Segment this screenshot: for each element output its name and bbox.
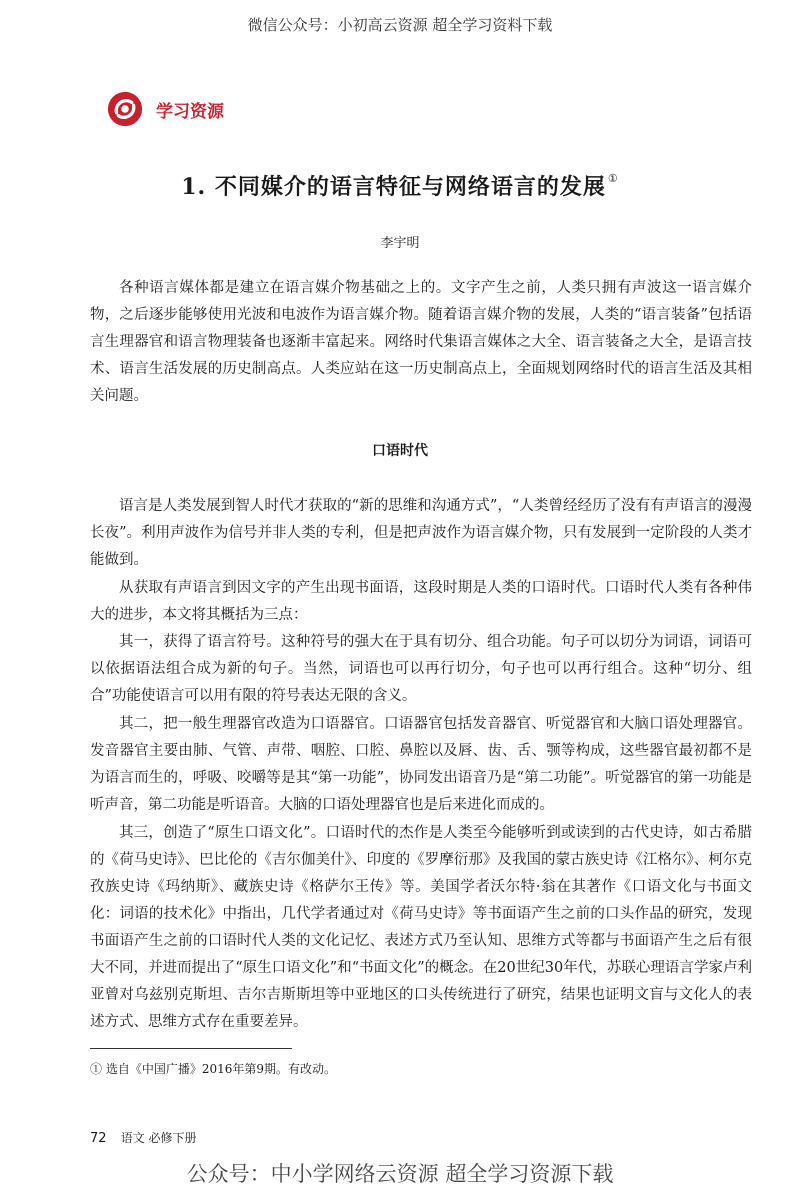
footnote: ① 选自《中国广播》2016年第9期。有改动。 bbox=[90, 1062, 336, 1076]
body-paragraph-2: 从获取有声语言到因文字的产生出现书面语，这段时期是人类的口语时代。口语时代人类有各种伟大的进步，本文将其概括为三点： bbox=[90, 580, 752, 623]
top-watermark: 微信公众号：小初高云资源 超全学习资料下载 bbox=[247, 16, 553, 34]
page-number: 72 bbox=[90, 1131, 107, 1146]
section-label: 学习资源 bbox=[156, 101, 224, 122]
author: 李宇明 bbox=[380, 236, 420, 251]
title-footnote-marker: ① bbox=[607, 172, 619, 185]
page-footer bbox=[90, 1129, 197, 1146]
bottom-watermark: 公众号：中小学网络云资源 超全学习资源下载 bbox=[186, 1162, 614, 1186]
learning-resource-logo-icon bbox=[106, 90, 144, 128]
subheading: 口语时代 bbox=[372, 443, 428, 459]
book-title: 语文 必修下册 bbox=[120, 1131, 197, 1145]
body-paragraph-1: 语言是人类发展到智人时代才获取的“新的思维和沟通方式”，“人类曾经经历了没有有声语言的漫漫长夜”。利用声波作为信号并非人类的专利，但是把声波作为语言媒介物，只有发展到一定阶段的人类才能做到。 bbox=[90, 498, 752, 568]
section-header bbox=[106, 90, 224, 128]
footnote-divider bbox=[90, 1048, 292, 1049]
intro-paragraph: 各种语言媒体都是建立在语言媒介物基础之上的。文字产生之前，人类只拥有声波这一语言媒介物，之后逐步能够使用光波和电波作为语言媒介物。随着语言媒介物的发展，人类的“语言装备”包括语言生理器官和语言物理装备也逐渐丰富起来。网络时代集语言媒体之大全、语言装备之大全，是语言技术、语言生活发展的历史制高点。人类应站在这一历史制高点上，全面规划网络时代的语言生活及其相关问题。 bbox=[90, 280, 752, 404]
body-paragraph-5: 其三，创造了“原生口语文化”。口语时代的杰作是人类至今能够听到或读到的古代史诗，如古希腊的《荷马史诗》、巴比伦的《吉尔伽美什》、印度的《罗摩衍那》及我国的蒙古族史诗《江格尔》、柯尔克孜族史诗《玛纳斯》、藏族史诗《格萨尔王传》等。美国学者沃尔特·翁在其著作《口语文化与书面文化：词语的技术化》中指出，几代学者通过对《荷马史诗》等书面语产生之前的口头作品的研究，发现书面语产生之前的口语时代人类的文化记忆、表述方式乃至认知、思维方式等都与书面语产生之后有很大不同，并进而提出了“原生口语文化”和“书面文化”的概念。在20世纪30年代，苏联心理语言学家卢利亚曾对乌兹别克斯坦、吉尔吉斯斯坦等中亚地区的口头传统进行了研究，结果也证明文盲与文化人的表述方式、思维方式存在重要差异。 bbox=[90, 825, 752, 1030]
body-paragraph-4: 其二，把一般生理器官改造为口语器官。口语器官包括发音器官、听觉器官和大脑口语处理器官。发音器官主要由肺、气管、声带、咽腔、口腔、鼻腔以及唇、齿、舌、颚等构成，这些器官最初都不是为语言而生的，呼吸、咬嚼等是其“第一功能”，协同发出语音乃是“第二功能”。听觉器官的第一功能是听声音，第二功能是听语音。大脑的口语处理器官也是后来进化而成的。 bbox=[90, 716, 752, 813]
title-text: 1. 不同媒介的语言特征与网络语言的发展 bbox=[181, 174, 606, 200]
body-paragraph-3: 其一，获得了语言符号。这种符号的强大在于具有切分、组合功能。句子可以切分为词语，词语可以依据语法组合成为新的句子。当然，词语也可以再行切分，句子也可以再行组合。这种“切分、组合”功能使语言可以用有限的符号表达无限的含义。 bbox=[90, 634, 752, 704]
article-title bbox=[0, 170, 800, 201]
